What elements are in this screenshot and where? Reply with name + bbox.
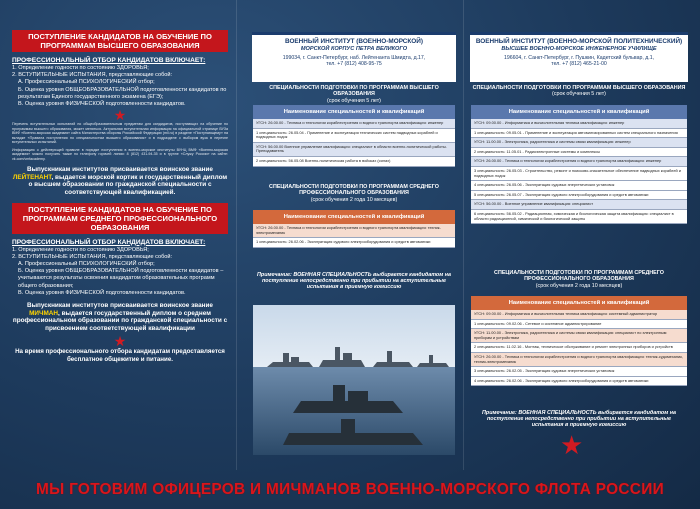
institute-address: 199034, г. Санкт-Петербург, наб. Лейтенанта Шмидта, д.17, xyxy=(282,55,426,61)
list-item: Б. Оценка уровня ОБЩЕОБРАЗОВАТЕЛЬНОЙ подготовленности кандидатов по результатам Единого государственного экзамена (ЕГЭ); xyxy=(18,86,227,100)
dormitory-note: На время профессионального отбора кандидатам предоставляется бесплатное общежитие и питание. xyxy=(15,348,225,363)
institute-card-2 xyxy=(470,32,688,82)
table-row: 1 специальность: 09.02.06 - Сетевое и системное администрирование xyxy=(471,320,687,330)
specialty-table xyxy=(253,105,455,167)
list-item: Б. Оценка уровня ОБЩЕОБРАЗОВАТЕЛЬНОЙ подготовленности кандидатов – учитываются результаты освоения кандидатом образовательных программ общего образования; xyxy=(18,268,224,289)
institute-phone: тел. +7 (812) 408-95-75 xyxy=(326,61,382,67)
rank-michman: МИЧМАН xyxy=(29,309,59,317)
table-row: 3 специальность: 26.02.05 - Эксплуатация судовых энергетических установок xyxy=(471,367,687,377)
table-row: 4 специальность: 26.02.06 - Эксплуатация судового электрооборудования и средств автоматики xyxy=(471,377,687,387)
institute-address: 196604, г. Санкт-Петербург, г. Пушкин, Кадетский бульвар, д.1, xyxy=(503,55,655,61)
table-row: УГСН: 26.00.00 - Техника и технологии кораблестроения и водного транспорта квалификация: инженер xyxy=(253,119,455,129)
specialty-table xyxy=(471,105,687,224)
institute-card-1 xyxy=(252,32,456,82)
table-row: 6 специальность: 56.05.02 - Радиационная, химическая и биологическая защита квалификация: специалист в области радиационной, химической и биологической защиты xyxy=(471,210,687,224)
table-row: УГСН: 11.00.00 - Электроника, радиотехника и системы связи квалификация: специалист по электронным приборам и устройствам xyxy=(471,329,687,343)
star-icon: ★ xyxy=(113,107,127,124)
list-item: 1. Определение годности по состоянию ЗДОРОВЬЯ; xyxy=(12,65,149,71)
panel-title-higher: СПЕЦИАЛЬНОСТИ ПОДГОТОВКИ ПО ПРОГРАММАМ ВЫСШЕГО ОБРАЗОВАНИЯ (срок обучения 5 лет) xyxy=(269,85,439,104)
panel-title-secondary: СПЕЦИАЛЬНОСТИ ПОДГОТОВКИ ПО ПРОГРАММАМ СРЕДНЕГО ПРОФЕССИОНАЛЬНОГО ОБРАЗОВАНИЯ (срок обучения 2 года 10 месяцев) xyxy=(494,270,664,289)
table-row: 2 специальность: 11.02.16 - Монтаж, техническое обслуживание и ремонт электронных приборов и устройств xyxy=(471,343,687,353)
table-header: Наименование специальностей и квалификаций xyxy=(471,105,687,119)
table-row: 5 специальность: 26.05.07 - Эксплуатация судового электрооборудования и средств автоматики xyxy=(471,191,687,201)
fold-line xyxy=(236,0,237,470)
fleet-photo xyxy=(253,305,455,455)
list-item: А. Профессиональный ПСИХОЛОГИЧЕСКИЙ отбор; xyxy=(18,79,155,86)
table-row: УГСН: 26.00.00 - Техника и технологии кораблестроения и водного транспорта квалификация: техник-судомеханик, техник-электромеханик xyxy=(471,353,687,367)
table-row: 2 специальность: 11.05.01 - Радиоэлектронные системы и комплексы xyxy=(471,148,687,158)
table-row: УГСН: 09.00.00 - Информатика и вычислительная техника квалификация: инженер xyxy=(471,119,687,129)
panel-title-higher: СПЕЦИАЛЬНОСТИ ПОДГОТОВКИ ПО ПРОГРАММАМ ВЫСШЕГО ОБРАЗОВАНИЯ (срок обучения 5 лет) xyxy=(472,85,686,98)
selection-heading: ПРОФЕССИОНАЛЬНЫЙ ОТБОР КАНДИДАТОВ ВКЛЮЧАЕТ: xyxy=(12,238,206,246)
bottom-banner: МЫ ГОТОВИМ ОФИЦЕРОВ И МИЧМАНОВ ВОЕННО-МОРСКОГО ФЛОТА РОССИИ xyxy=(36,481,664,498)
table-row: 2 специальность: 56.05.08 Военно-политическая работа в войсках (силах) xyxy=(253,157,455,167)
institute-subtitle: ВЫСШЕЕ ВОЕННО-МОРСКОЕ ИНЖЕНЕРНОЕ УЧИЛИЩЕ xyxy=(501,46,657,52)
graduate-note-warrant: Выпускникам институтов присваивается воинское звание МИЧМАН, выдается государственный диплом о среднем профессиональном образовании по гражданской специальности с присвоением соответствующей квалификации xyxy=(12,302,228,332)
panel-title-secondary: СПЕЦИАЛЬНОСТИ ПОДГОТОВКИ ПО ПРОГРАММАМ СРЕДНЕГО ПРОФЕССИОНАЛЬНОГО ОБРАЗОВАНИЯ (срок обучения 2 года 10 месяцев) xyxy=(269,184,439,203)
table-row: УГСН: 56.00.00 - Военное управление квалификация: специалист xyxy=(471,200,687,210)
selection-heading: ПРОФЕССИОНАЛЬНЫЙ ОТБОР КАНДИДАТОВ ВКЛЮЧАЕТ: xyxy=(12,57,206,64)
section-title-higher-ed: ПОСТУПЛЕНИЕ КАНДИДАТОВ НА ОБУЧЕНИЕ ПО ПРОГРАММАМ ВЫСШЕГО ОБРАЗОВАНИЯ xyxy=(12,30,228,52)
footnote: Примечание: ВОЕННАЯ СПЕЦИАЛЬНОСТЬ выбирается кандидатом на поступление непосредственно при прибытии на вступительные испытания в приемную комиссию xyxy=(482,410,676,429)
footnote: Примечание: ВОЕННАЯ СПЕЦИАЛЬНОСТЬ выбирается кандидатом на поступление непосредственно при прибытии на вступительные испытания в приемную комиссию xyxy=(257,272,451,291)
fine-print: Перечень вступительных испытаний по общеобразовательным предметам для кандидатов, поступающих на обучение по программам высшего образования, может меняться. Актуальная вступительная информация на официальной странице ВУЗа ВМФ «Военно-морская академия» сайта Министерства обороны Российской Федерации (mil.ru) в разделе «Поступающему» на вкладке «Правила поступления по специальностям высшего образования» и в подразделе с выбором вуза в перечне вступительных испытаний. xyxy=(12,122,228,145)
table-header: Наименование специальностей и квалификаций xyxy=(253,210,455,224)
fold-line xyxy=(463,0,464,470)
selection-list xyxy=(12,65,228,108)
table-row: УГСН: 11.00.00 - Электроника, радиотехника и системы связи квалификация: инженер xyxy=(471,138,687,148)
list-item: 1. Определение годности по состоянию ЗДОРОВЬЯ; xyxy=(12,246,149,253)
table-row: 4 специальность: 26.05.06 - Эксплуатация судовых энергетических установок xyxy=(471,181,687,191)
table-row: 1 специальность: 26.05.04 - Применение и эксплуатация технических систем надводных кораблей и подводных лодок xyxy=(253,129,455,143)
rank-lieutenant: ЛЕЙТЕНАНТ xyxy=(12,173,52,181)
list-item: В. Оценка уровня ФИЗИЧЕСКОЙ подготовленности кандидатов. xyxy=(18,101,186,108)
table-header: Наименование специальностей и квалификаций xyxy=(253,105,455,119)
list-item: А. Профессиональный ПСИХОЛОГИЧЕСКИЙ отбор; xyxy=(18,261,155,267)
star-icon: ★ xyxy=(113,333,127,350)
table-row: УГСН: 26.00.00 - Техника и технологии кораблестроения и водного транспорта квалификация: инженер xyxy=(471,157,687,167)
list-item: В. Оценка уровня ФИЗИЧЕСКОЙ подготовленности кандидатов. xyxy=(18,289,186,296)
institute-name: ВОЕННЫЙ ИНСТИТУТ (ВОЕННО-МОРСКОЙ ПОЛИТЕХНИЧЕСКИЙ) xyxy=(475,38,683,45)
section-title-secondary-ed: ПОСТУПЛЕНИЕ КАНДИДАТОВ НА ОБУЧЕНИЕ ПО ПРОГРАММАМ СРЕДНЕГО ПРОФЕССИОНАЛЬНОГО ОБРАЗОВАНИЯ xyxy=(12,203,228,234)
graduate-note-lieutenant: Выпускникам институтов присваивается воинское звание ЛЕЙТЕНАНТ, выдается морской кортик и государственный диплом о высшем образовании по гражданской специальности с соответствующей квалификацией. xyxy=(12,166,228,196)
list-item: 2. ВСТУПИТЕЛЬНЫЕ ИСПЫТАНИЯ, представляющие собой: xyxy=(12,253,173,260)
left-column xyxy=(12,30,228,363)
table-row: 3 специальность: 26.05.03 - Строительство, ремонт и поисково-спасательное обеспечение надводных кораблей и подводных лодок xyxy=(471,167,687,181)
institute-phone: тел. +7 (812) 465-21-00 xyxy=(551,61,607,67)
star-icon: ★ xyxy=(560,430,584,460)
table-row: 1 специальность: 26.02.06 - Эксплуатация судового электрооборудования и средств автоматики xyxy=(253,238,455,248)
table-row: УГСН: 09.00.00 - Информатика и вычислительная техника квалификация: системный администратор xyxy=(471,310,687,320)
table-row: УГСН: 56.00.00 Военное управление квалификация: специалист в области военно-политической работы. Преподаватель xyxy=(253,143,455,157)
list-item: 2. ВСТУПИТЕЛЬНЫЕ ИСПЫТАНИЯ, представляющие собой: xyxy=(12,72,173,79)
institute-subtitle: МОРСКОЙ КОРПУС ПЕТРА ВЕЛИКОГО xyxy=(300,46,408,52)
selection-list xyxy=(12,247,228,297)
table-header: Наименование специальностей и квалификаций xyxy=(471,296,687,310)
specialty-table xyxy=(471,296,687,386)
fine-print: Информацию о действующей правиле в порядке поступления в военно-морские институты ВУНЦ ВМФ «Военно-морская академия» можно получить также по телефону горячей линии: 8 (812) 431-94-35 и в группе «Служу России» на сайте: vk.com/vmfacademy. xyxy=(12,147,228,161)
institute-name: ВОЕННЫЙ ИНСТИТУТ (ВОЕННО-МОРСКОЙ) xyxy=(284,38,423,45)
table-row: УГСН: 26.00.00 - Техника и технологии кораблестроения и водного транспорта квалификация: техник-электромеханик xyxy=(253,224,455,238)
specialty-table xyxy=(253,210,455,248)
table-row: 1 специальность: 09.05.01 - Применение и эксплуатация автоматизированных систем специального назначения xyxy=(471,129,687,139)
